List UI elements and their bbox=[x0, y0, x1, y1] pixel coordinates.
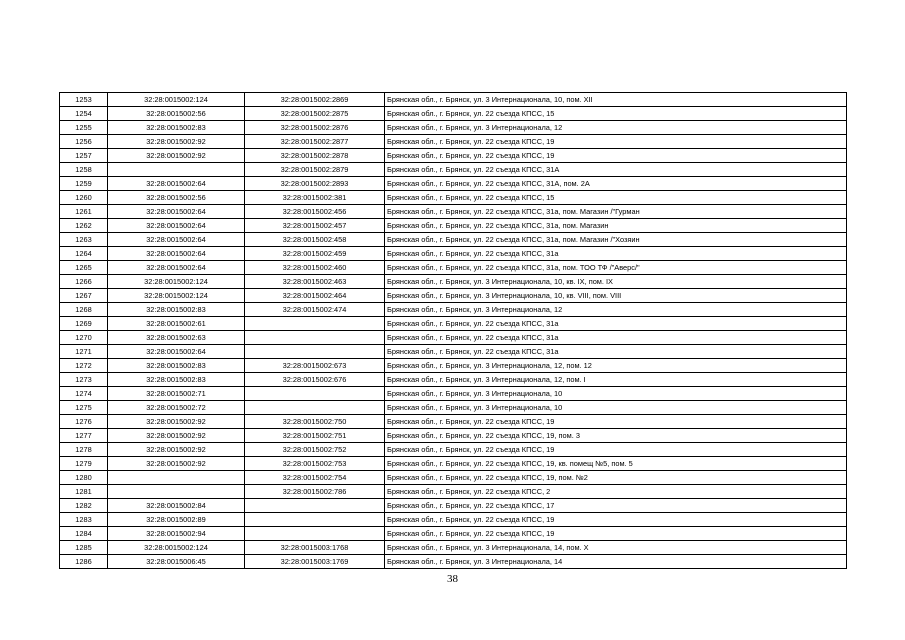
table-row bbox=[60, 373, 847, 387]
row-number-cell: 1253 bbox=[60, 93, 108, 107]
address-cell: Брянская обл., г. Брянск, ул. 3 Интернационала, 12 bbox=[385, 121, 847, 135]
table-row bbox=[60, 555, 847, 569]
row-number-cell: 1269 bbox=[60, 317, 108, 331]
land-cadastral-number-cell: 32:28:0015002:72 bbox=[108, 401, 245, 415]
row-number-cell: 1263 bbox=[60, 233, 108, 247]
table-row bbox=[60, 149, 847, 163]
table-row bbox=[60, 345, 847, 359]
address-cell: Брянская обл., г. Брянск, ул. 22 съезда КПСС, 19 bbox=[385, 527, 847, 541]
table-row bbox=[60, 247, 847, 261]
address-cell: Брянская обл., г. Брянск, ул. 22 съезда КПСС, 31а bbox=[385, 317, 847, 331]
row-number-cell: 1274 bbox=[60, 387, 108, 401]
object-cadastral-number-cell bbox=[245, 527, 385, 541]
table-row bbox=[60, 527, 847, 541]
table-row bbox=[60, 429, 847, 443]
row-number-cell: 1279 bbox=[60, 457, 108, 471]
row-number-cell: 1283 bbox=[60, 513, 108, 527]
row-number-cell: 1273 bbox=[60, 373, 108, 387]
object-cadastral-number-cell bbox=[245, 401, 385, 415]
address-cell: Брянская обл., г. Брянск, ул. 22 съезда КПСС, 19 bbox=[385, 415, 847, 429]
land-cadastral-number-cell: 32:28:0015002:61 bbox=[108, 317, 245, 331]
land-cadastral-number-cell: 32:28:0015002:64 bbox=[108, 205, 245, 219]
address-cell: Брянская обл., г. Брянск, ул. 3 Интернационала, 10 bbox=[385, 387, 847, 401]
table-row bbox=[60, 233, 847, 247]
land-cadastral-number-cell: 32:28:0015002:94 bbox=[108, 527, 245, 541]
address-cell: Брянская обл., г. Брянск, ул. 3 Интернационала, 10, кв. IX, пом. IX bbox=[385, 275, 847, 289]
object-cadastral-number-cell: 32:28:0015002:676 bbox=[245, 373, 385, 387]
address-cell: Брянская обл., г. Брянск, ул. 22 съезда КПСС, 15 bbox=[385, 107, 847, 121]
registry-table-body bbox=[60, 93, 847, 569]
object-cadastral-number-cell: 32:28:0015002:456 bbox=[245, 205, 385, 219]
row-number-cell: 1270 bbox=[60, 331, 108, 345]
land-cadastral-number-cell: 32:28:0015002:64 bbox=[108, 219, 245, 233]
land-cadastral-number-cell bbox=[108, 163, 245, 177]
object-cadastral-number-cell bbox=[245, 331, 385, 345]
land-cadastral-number-cell: 32:28:0015002:64 bbox=[108, 345, 245, 359]
table-row bbox=[60, 443, 847, 457]
address-cell: Брянская обл., г. Брянск, ул. 22 съезда КПСС, 31а bbox=[385, 331, 847, 345]
address-cell: Брянская обл., г. Брянск, ул. 22 съезда КПСС, 31а bbox=[385, 247, 847, 261]
table-row bbox=[60, 107, 847, 121]
land-cadastral-number-cell bbox=[108, 485, 245, 499]
land-cadastral-number-cell: 32:28:0015002:83 bbox=[108, 121, 245, 135]
address-cell: Брянская обл., г. Брянск, ул. 22 съезда КПСС, 19 bbox=[385, 135, 847, 149]
address-cell: Брянская обл., г. Брянск, ул. 3 Интернационала, 12, пом. I bbox=[385, 373, 847, 387]
registry-table bbox=[59, 92, 847, 569]
object-cadastral-number-cell: 32:28:0015003:1769 bbox=[245, 555, 385, 569]
address-cell: Брянская обл., г. Брянск, ул. 22 съезда КПСС, 31А bbox=[385, 163, 847, 177]
object-cadastral-number-cell bbox=[245, 499, 385, 513]
land-cadastral-number-cell: 32:28:0015002:64 bbox=[108, 261, 245, 275]
land-cadastral-number-cell: 32:28:0015002:56 bbox=[108, 107, 245, 121]
table-row bbox=[60, 219, 847, 233]
address-cell: Брянская обл., г. Брянск, ул. 22 съезда КПСС, 19 bbox=[385, 513, 847, 527]
address-cell: Брянская обл., г. Брянск, ул. 3 Интернационала, 12, пом. 12 bbox=[385, 359, 847, 373]
land-cadastral-number-cell: 32:28:0015002:56 bbox=[108, 191, 245, 205]
land-cadastral-number-cell: 32:28:0015002:89 bbox=[108, 513, 245, 527]
land-cadastral-number-cell bbox=[108, 471, 245, 485]
address-cell: Брянская обл., г. Брянск, ул. 3 Интернационала, 14, пом. X bbox=[385, 541, 847, 555]
table-row bbox=[60, 457, 847, 471]
row-number-cell: 1254 bbox=[60, 107, 108, 121]
address-cell: Брянская обл., г. Брянск, ул. 22 съезда КПСС, 31А, пом. 2А bbox=[385, 177, 847, 191]
object-cadastral-number-cell: 32:28:0015002:2878 bbox=[245, 149, 385, 163]
table-row bbox=[60, 415, 847, 429]
address-cell: Брянская обл., г. Брянск, ул. 22 съезда КПСС, 19, пом. 3 bbox=[385, 429, 847, 443]
table-row bbox=[60, 163, 847, 177]
row-number-cell: 1280 bbox=[60, 471, 108, 485]
table-row bbox=[60, 135, 847, 149]
row-number-cell: 1277 bbox=[60, 429, 108, 443]
row-number-cell: 1257 bbox=[60, 149, 108, 163]
table-row bbox=[60, 513, 847, 527]
address-cell: Брянская обл., г. Брянск, ул. 22 съезда КПСС, 19, кв. помещ №5, пом. 5 bbox=[385, 457, 847, 471]
row-number-cell: 1281 bbox=[60, 485, 108, 499]
table-row bbox=[60, 387, 847, 401]
row-number-cell: 1258 bbox=[60, 163, 108, 177]
table-row bbox=[60, 191, 847, 205]
land-cadastral-number-cell: 32:28:0015002:124 bbox=[108, 289, 245, 303]
land-cadastral-number-cell: 32:28:0015002:124 bbox=[108, 275, 245, 289]
row-number-cell: 1266 bbox=[60, 275, 108, 289]
row-number-cell: 1284 bbox=[60, 527, 108, 541]
land-cadastral-number-cell: 32:28:0015006:45 bbox=[108, 555, 245, 569]
row-number-cell: 1271 bbox=[60, 345, 108, 359]
address-cell: Брянская обл., г. Брянск, ул. 3 Интернационала, 12 bbox=[385, 303, 847, 317]
table-row bbox=[60, 359, 847, 373]
land-cadastral-number-cell: 32:28:0015002:64 bbox=[108, 247, 245, 261]
table-row bbox=[60, 205, 847, 219]
object-cadastral-number-cell: 32:28:0015002:2869 bbox=[245, 93, 385, 107]
row-number-cell: 1286 bbox=[60, 555, 108, 569]
address-cell: Брянская обл., г. Брянск, ул. 22 съезда КПСС, 31а bbox=[385, 345, 847, 359]
address-cell: Брянская обл., г. Брянск, ул. 22 съезда КПСС, 31а, пом. Магазин /"Хозяин bbox=[385, 233, 847, 247]
address-cell: Брянская обл., г. Брянск, ул. 22 съезда КПСС, 31а, пом. Магазин /"Гурман bbox=[385, 205, 847, 219]
object-cadastral-number-cell: 32:28:0015002:474 bbox=[245, 303, 385, 317]
land-cadastral-number-cell: 32:28:0015002:92 bbox=[108, 135, 245, 149]
object-cadastral-number-cell: 32:28:0015002:2876 bbox=[245, 121, 385, 135]
row-number-cell: 1282 bbox=[60, 499, 108, 513]
object-cadastral-number-cell: 32:28:0015002:463 bbox=[245, 275, 385, 289]
table-row bbox=[60, 317, 847, 331]
row-number-cell: 1278 bbox=[60, 443, 108, 457]
object-cadastral-number-cell: 32:28:0015002:750 bbox=[245, 415, 385, 429]
land-cadastral-number-cell: 32:28:0015002:64 bbox=[108, 233, 245, 247]
address-cell: Брянская обл., г. Брянск, ул. 3 Интернационала, 10, кв. VIII, пом. VIII bbox=[385, 289, 847, 303]
row-number-cell: 1256 bbox=[60, 135, 108, 149]
object-cadastral-number-cell: 32:28:0015003:1768 bbox=[245, 541, 385, 555]
object-cadastral-number-cell: 32:28:0015002:459 bbox=[245, 247, 385, 261]
table-row bbox=[60, 303, 847, 317]
object-cadastral-number-cell: 32:28:0015002:2875 bbox=[245, 107, 385, 121]
row-number-cell: 1268 bbox=[60, 303, 108, 317]
object-cadastral-number-cell bbox=[245, 387, 385, 401]
row-number-cell: 1261 bbox=[60, 205, 108, 219]
object-cadastral-number-cell: 32:28:0015002:752 bbox=[245, 443, 385, 457]
object-cadastral-number-cell: 32:28:0015002:786 bbox=[245, 485, 385, 499]
land-cadastral-number-cell: 32:28:0015002:124 bbox=[108, 541, 245, 555]
address-cell: Брянская обл., г. Брянск, ул. 3 Интернационала, 14 bbox=[385, 555, 847, 569]
object-cadastral-number-cell bbox=[245, 345, 385, 359]
table-row bbox=[60, 499, 847, 513]
row-number-cell: 1275 bbox=[60, 401, 108, 415]
address-cell: Брянская обл., г. Брянск, ул. 22 съезда КПСС, 19, пом. №2 bbox=[385, 471, 847, 485]
object-cadastral-number-cell: 32:28:0015002:458 bbox=[245, 233, 385, 247]
row-number-cell: 1285 bbox=[60, 541, 108, 555]
row-number-cell: 1259 bbox=[60, 177, 108, 191]
land-cadastral-number-cell: 32:28:0015002:83 bbox=[108, 359, 245, 373]
object-cadastral-number-cell: 32:28:0015002:457 bbox=[245, 219, 385, 233]
land-cadastral-number-cell: 32:28:0015002:124 bbox=[108, 93, 245, 107]
object-cadastral-number-cell: 32:28:0015002:754 bbox=[245, 471, 385, 485]
row-number-cell: 1272 bbox=[60, 359, 108, 373]
land-cadastral-number-cell: 32:28:0015002:83 bbox=[108, 373, 245, 387]
land-cadastral-number-cell: 32:28:0015002:83 bbox=[108, 303, 245, 317]
table-row bbox=[60, 289, 847, 303]
object-cadastral-number-cell: 32:28:0015002:381 bbox=[245, 191, 385, 205]
object-cadastral-number-cell: 32:28:0015002:2893 bbox=[245, 177, 385, 191]
land-cadastral-number-cell: 32:28:0015002:92 bbox=[108, 457, 245, 471]
address-cell: Брянская обл., г. Брянск, ул. 22 съезда КПСС, 31а, пом. Магазин bbox=[385, 219, 847, 233]
object-cadastral-number-cell: 32:28:0015002:2879 bbox=[245, 163, 385, 177]
row-number-cell: 1262 bbox=[60, 219, 108, 233]
table-row bbox=[60, 275, 847, 289]
row-number-cell: 1264 bbox=[60, 247, 108, 261]
land-cadastral-number-cell: 32:28:0015002:71 bbox=[108, 387, 245, 401]
land-cadastral-number-cell: 32:28:0015002:92 bbox=[108, 443, 245, 457]
address-cell: Брянская обл., г. Брянск, ул. 22 съезда КПСС, 19 bbox=[385, 443, 847, 457]
address-cell: Брянская обл., г. Брянск, ул. 3 Интернационала, 10, пом. XII bbox=[385, 93, 847, 107]
land-cadastral-number-cell: 32:28:0015002:63 bbox=[108, 331, 245, 345]
address-cell: Брянская обл., г. Брянск, ул. 22 съезда КПСС, 17 bbox=[385, 499, 847, 513]
object-cadastral-number-cell bbox=[245, 317, 385, 331]
address-cell: Брянская обл., г. Брянск, ул. 3 Интернационала, 10 bbox=[385, 401, 847, 415]
table-row bbox=[60, 177, 847, 191]
table-row bbox=[60, 331, 847, 345]
table-row bbox=[60, 93, 847, 107]
table-row bbox=[60, 541, 847, 555]
object-cadastral-number-cell: 32:28:0015002:2877 bbox=[245, 135, 385, 149]
address-cell: Брянская обл., г. Брянск, ул. 22 съезда КПСС, 31а, пом. ТОО ТФ /"Аверс/" bbox=[385, 261, 847, 275]
land-cadastral-number-cell: 32:28:0015002:92 bbox=[108, 429, 245, 443]
row-number-cell: 1267 bbox=[60, 289, 108, 303]
land-cadastral-number-cell: 32:28:0015002:84 bbox=[108, 499, 245, 513]
row-number-cell: 1260 bbox=[60, 191, 108, 205]
table-row bbox=[60, 401, 847, 415]
table-row bbox=[60, 471, 847, 485]
object-cadastral-number-cell: 32:28:0015002:460 bbox=[245, 261, 385, 275]
row-number-cell: 1255 bbox=[60, 121, 108, 135]
object-cadastral-number-cell: 32:28:0015002:464 bbox=[245, 289, 385, 303]
object-cadastral-number-cell bbox=[245, 513, 385, 527]
object-cadastral-number-cell: 32:28:0015002:751 bbox=[245, 429, 385, 443]
land-cadastral-number-cell: 32:28:0015002:64 bbox=[108, 177, 245, 191]
row-number-cell: 1276 bbox=[60, 415, 108, 429]
row-number-cell: 1265 bbox=[60, 261, 108, 275]
object-cadastral-number-cell: 32:28:0015002:753 bbox=[245, 457, 385, 471]
address-cell: Брянская обл., г. Брянск, ул. 22 съезда КПСС, 19 bbox=[385, 149, 847, 163]
table-row bbox=[60, 485, 847, 499]
address-cell: Брянская обл., г. Брянск, ул. 22 съезда КПСС, 2 bbox=[385, 485, 847, 499]
table-row bbox=[60, 121, 847, 135]
object-cadastral-number-cell: 32:28:0015002:673 bbox=[245, 359, 385, 373]
address-cell: Брянская обл., г. Брянск, ул. 22 съезда КПСС, 15 bbox=[385, 191, 847, 205]
land-cadastral-number-cell: 32:28:0015002:92 bbox=[108, 415, 245, 429]
land-cadastral-number-cell: 32:28:0015002:92 bbox=[108, 149, 245, 163]
page-number: 38 bbox=[447, 573, 458, 585]
table-row bbox=[60, 261, 847, 275]
